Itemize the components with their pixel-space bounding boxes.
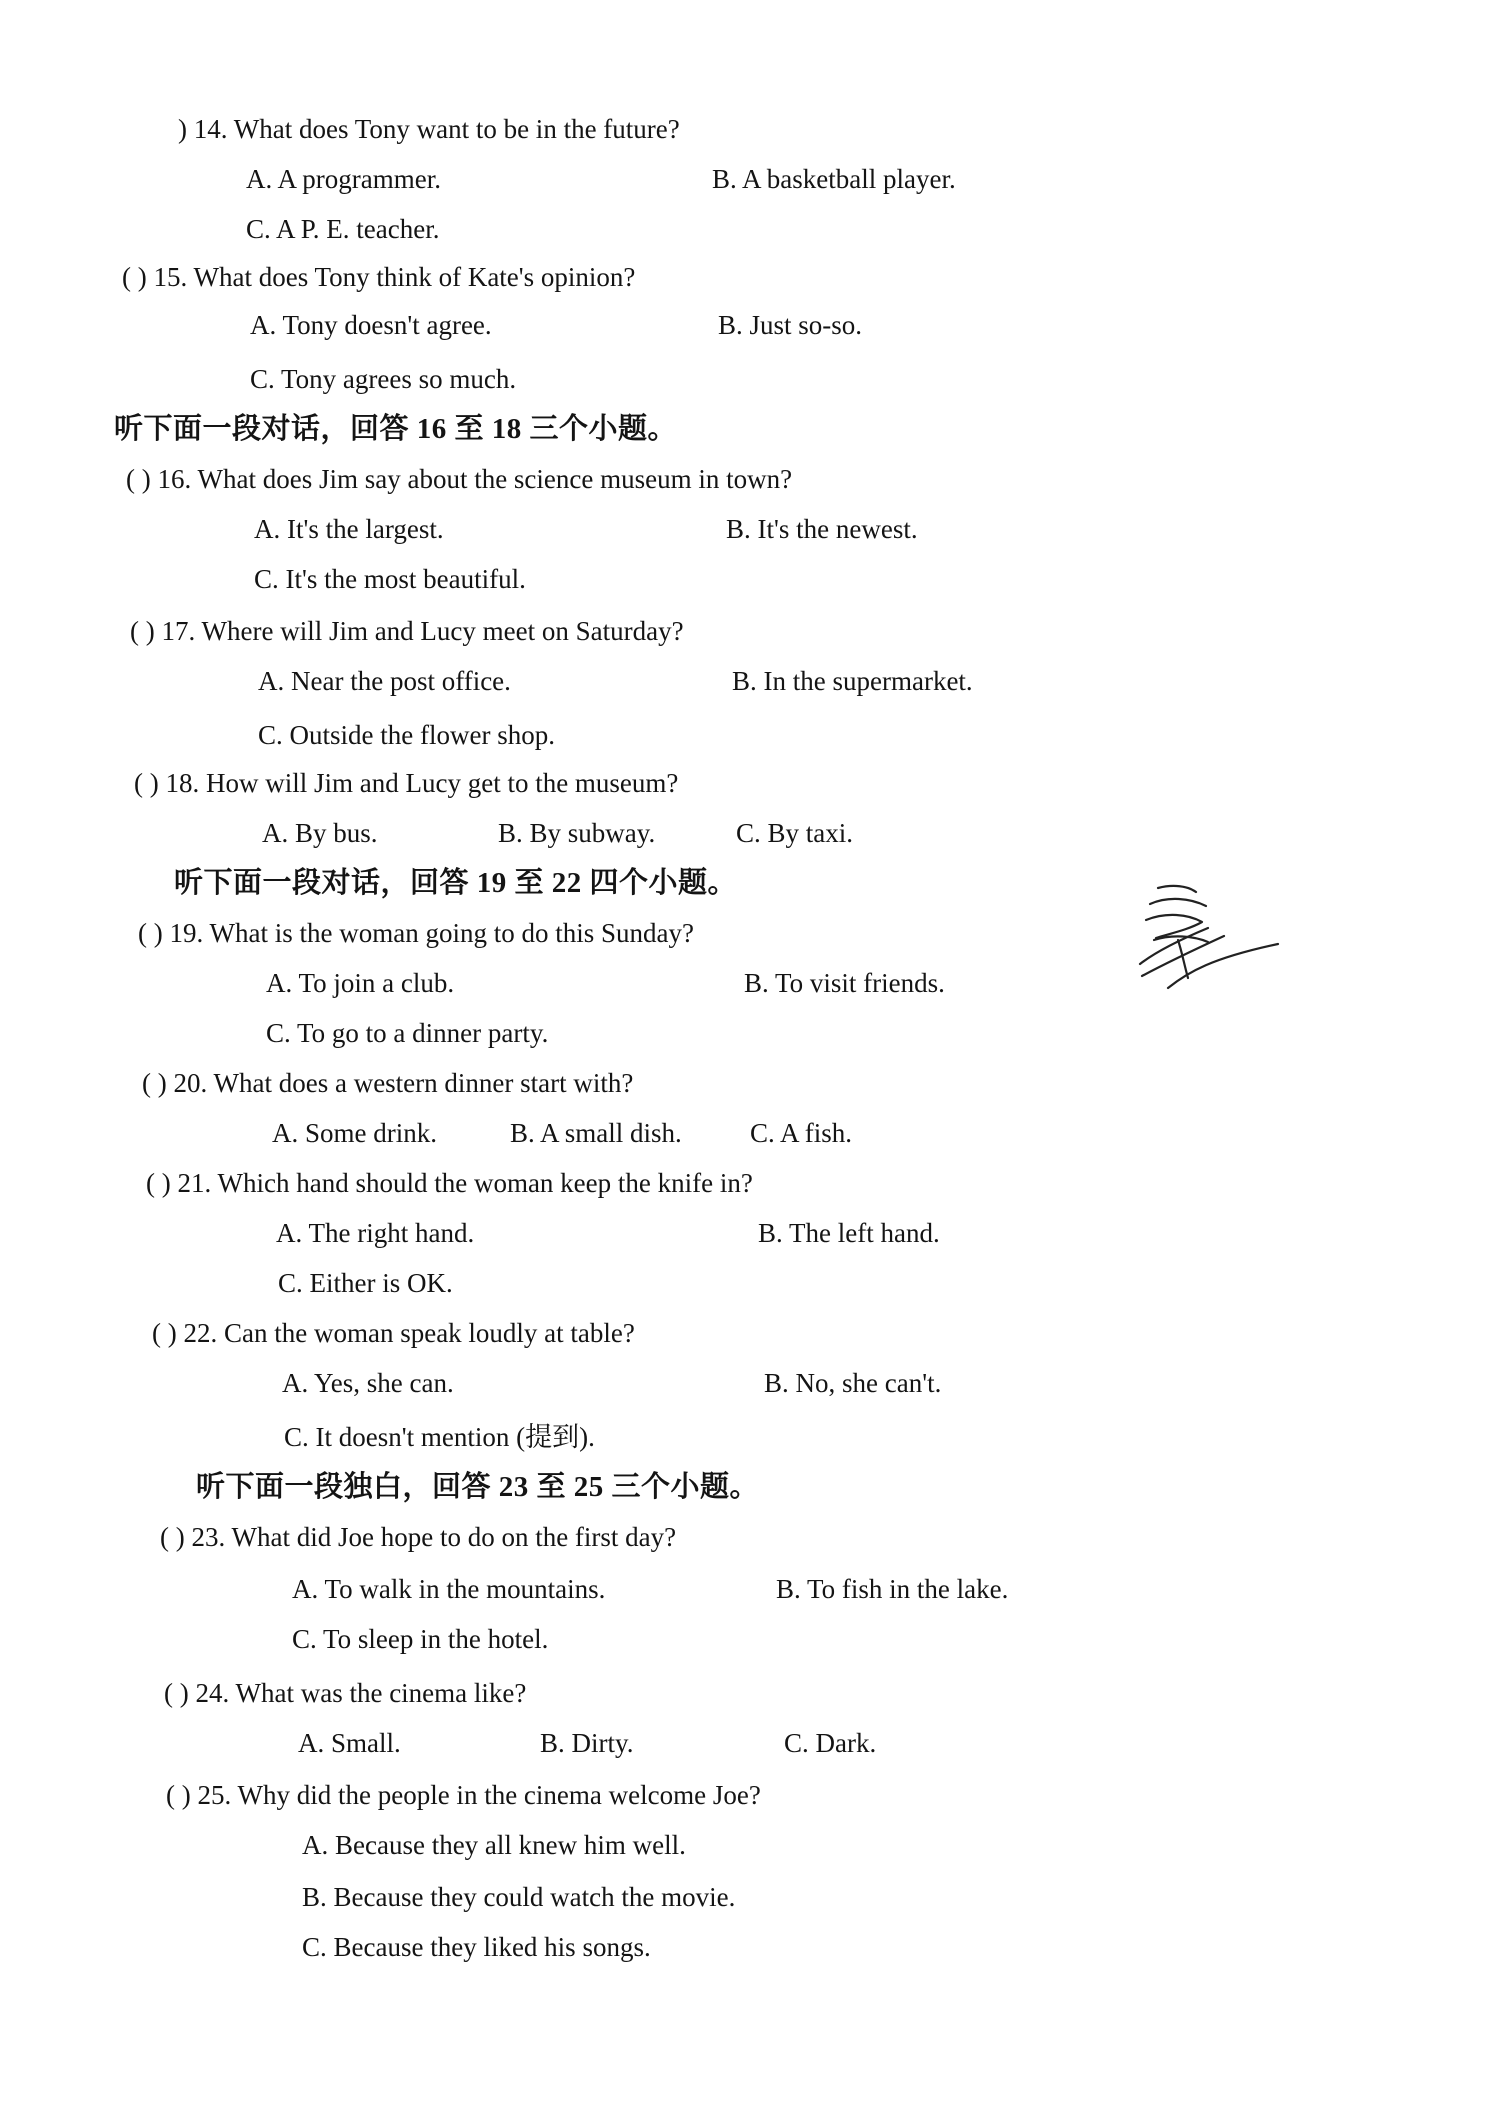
question-25-option-b: B. Because they could watch the movie. <box>302 1882 736 1912</box>
question-14-option-a: A. A programmer. <box>246 164 441 194</box>
question-22-option-c: C. It doesn't mention (提到). <box>284 1422 595 1452</box>
question-18-option-b: B. By subway. <box>498 818 656 848</box>
question-16-option-a: A. It's the largest. <box>254 514 444 544</box>
question-16-option-c: C. It's the most beautiful. <box>254 564 526 594</box>
section-header-16-18: 听下面一段对话，回答 16 至 18 三个小题。 <box>114 413 678 445</box>
question-24-option-a: A. Small. <box>298 1728 401 1758</box>
question-20-stem: ( ) 20. What does a western dinner start with? <box>142 1068 634 1098</box>
question-15-option-a: A. Tony doesn't agree. <box>250 310 492 340</box>
question-15-stem: ( ) 15. What does Tony think of Kate's opinion? <box>122 262 636 292</box>
question-14-stem: ) 14. What does Tony want to be in the future? <box>178 114 680 144</box>
question-17-option-c: C. Outside the flower shop. <box>258 720 555 750</box>
handwritten-signature-scribble <box>1128 878 1288 1028</box>
question-20-option-b: B. A small dish. <box>510 1118 682 1148</box>
question-25-option-c: C. Because they liked his songs. <box>302 1932 651 1962</box>
question-19-stem: ( ) 19. What is the woman going to do this Sunday? <box>138 918 694 948</box>
question-23-option-a: A. To walk in the mountains. <box>292 1574 606 1604</box>
question-22-option-a: A. Yes, she can. <box>282 1368 454 1398</box>
question-17-option-a: A. Near the post office. <box>258 666 511 696</box>
question-16-stem: ( ) 16. What does Jim say about the science museum in town? <box>126 464 793 494</box>
question-22-stem: ( ) 22. Can the woman speak loudly at table? <box>152 1318 635 1348</box>
question-24-stem: ( ) 24. What was the cinema like? <box>164 1678 527 1708</box>
question-15-option-b: B. Just so-so. <box>718 310 863 340</box>
question-17-option-b: B. In the supermarket. <box>732 666 973 696</box>
question-18-option-a: A. By bus. <box>262 818 378 848</box>
question-23-option-c: C. To sleep in the hotel. <box>292 1624 549 1654</box>
question-24-option-b: B. Dirty. <box>540 1728 634 1758</box>
question-14-option-c: C. A P. E. teacher. <box>246 214 440 244</box>
question-22-option-b: B. No, she can't. <box>764 1368 942 1398</box>
question-16-option-b: B. It's the newest. <box>726 514 918 544</box>
question-20-option-c: C. A fish. <box>750 1118 853 1148</box>
question-21-option-a: A. The right hand. <box>276 1218 475 1248</box>
question-19-option-b: B. To visit friends. <box>744 968 945 998</box>
question-23-stem: ( ) 23. What did Joe hope to do on the first day? <box>160 1522 677 1552</box>
section-header-19-22: 听下面一段对话，回答 19 至 22 四个小题。 <box>174 867 738 899</box>
question-18-stem: ( ) 18. How will Jim and Lucy get to the museum? <box>134 768 679 798</box>
question-19-option-c: C. To go to a dinner party. <box>266 1018 549 1048</box>
question-17-stem: ( ) 17. Where will Jim and Lucy meet on Saturday? <box>130 616 684 646</box>
question-20-option-a: A. Some drink. <box>272 1118 437 1148</box>
question-21-option-b: B. The left hand. <box>758 1218 940 1248</box>
question-25-option-a: A. Because they all knew him well. <box>302 1830 686 1860</box>
question-21-option-c: C. Either is OK. <box>278 1268 453 1298</box>
question-19-option-a: A. To join a club. <box>266 968 455 998</box>
question-21-stem: ( ) 21. Which hand should the woman keep the knife in? <box>146 1168 753 1198</box>
question-25-stem: ( ) 25. Why did the people in the cinema welcome Joe? <box>166 1780 761 1810</box>
question-15-option-c: C. Tony agrees so much. <box>250 364 517 394</box>
question-18-option-c: C. By taxi. <box>736 818 854 848</box>
question-14-option-b: B. A basketball player. <box>712 164 956 194</box>
question-23-option-b: B. To fish in the lake. <box>776 1574 1009 1604</box>
question-24-option-c: C. Dark. <box>784 1728 877 1758</box>
section-header-23-25: 听下面一段独白，回答 23 至 25 三个小题。 <box>196 1471 760 1503</box>
